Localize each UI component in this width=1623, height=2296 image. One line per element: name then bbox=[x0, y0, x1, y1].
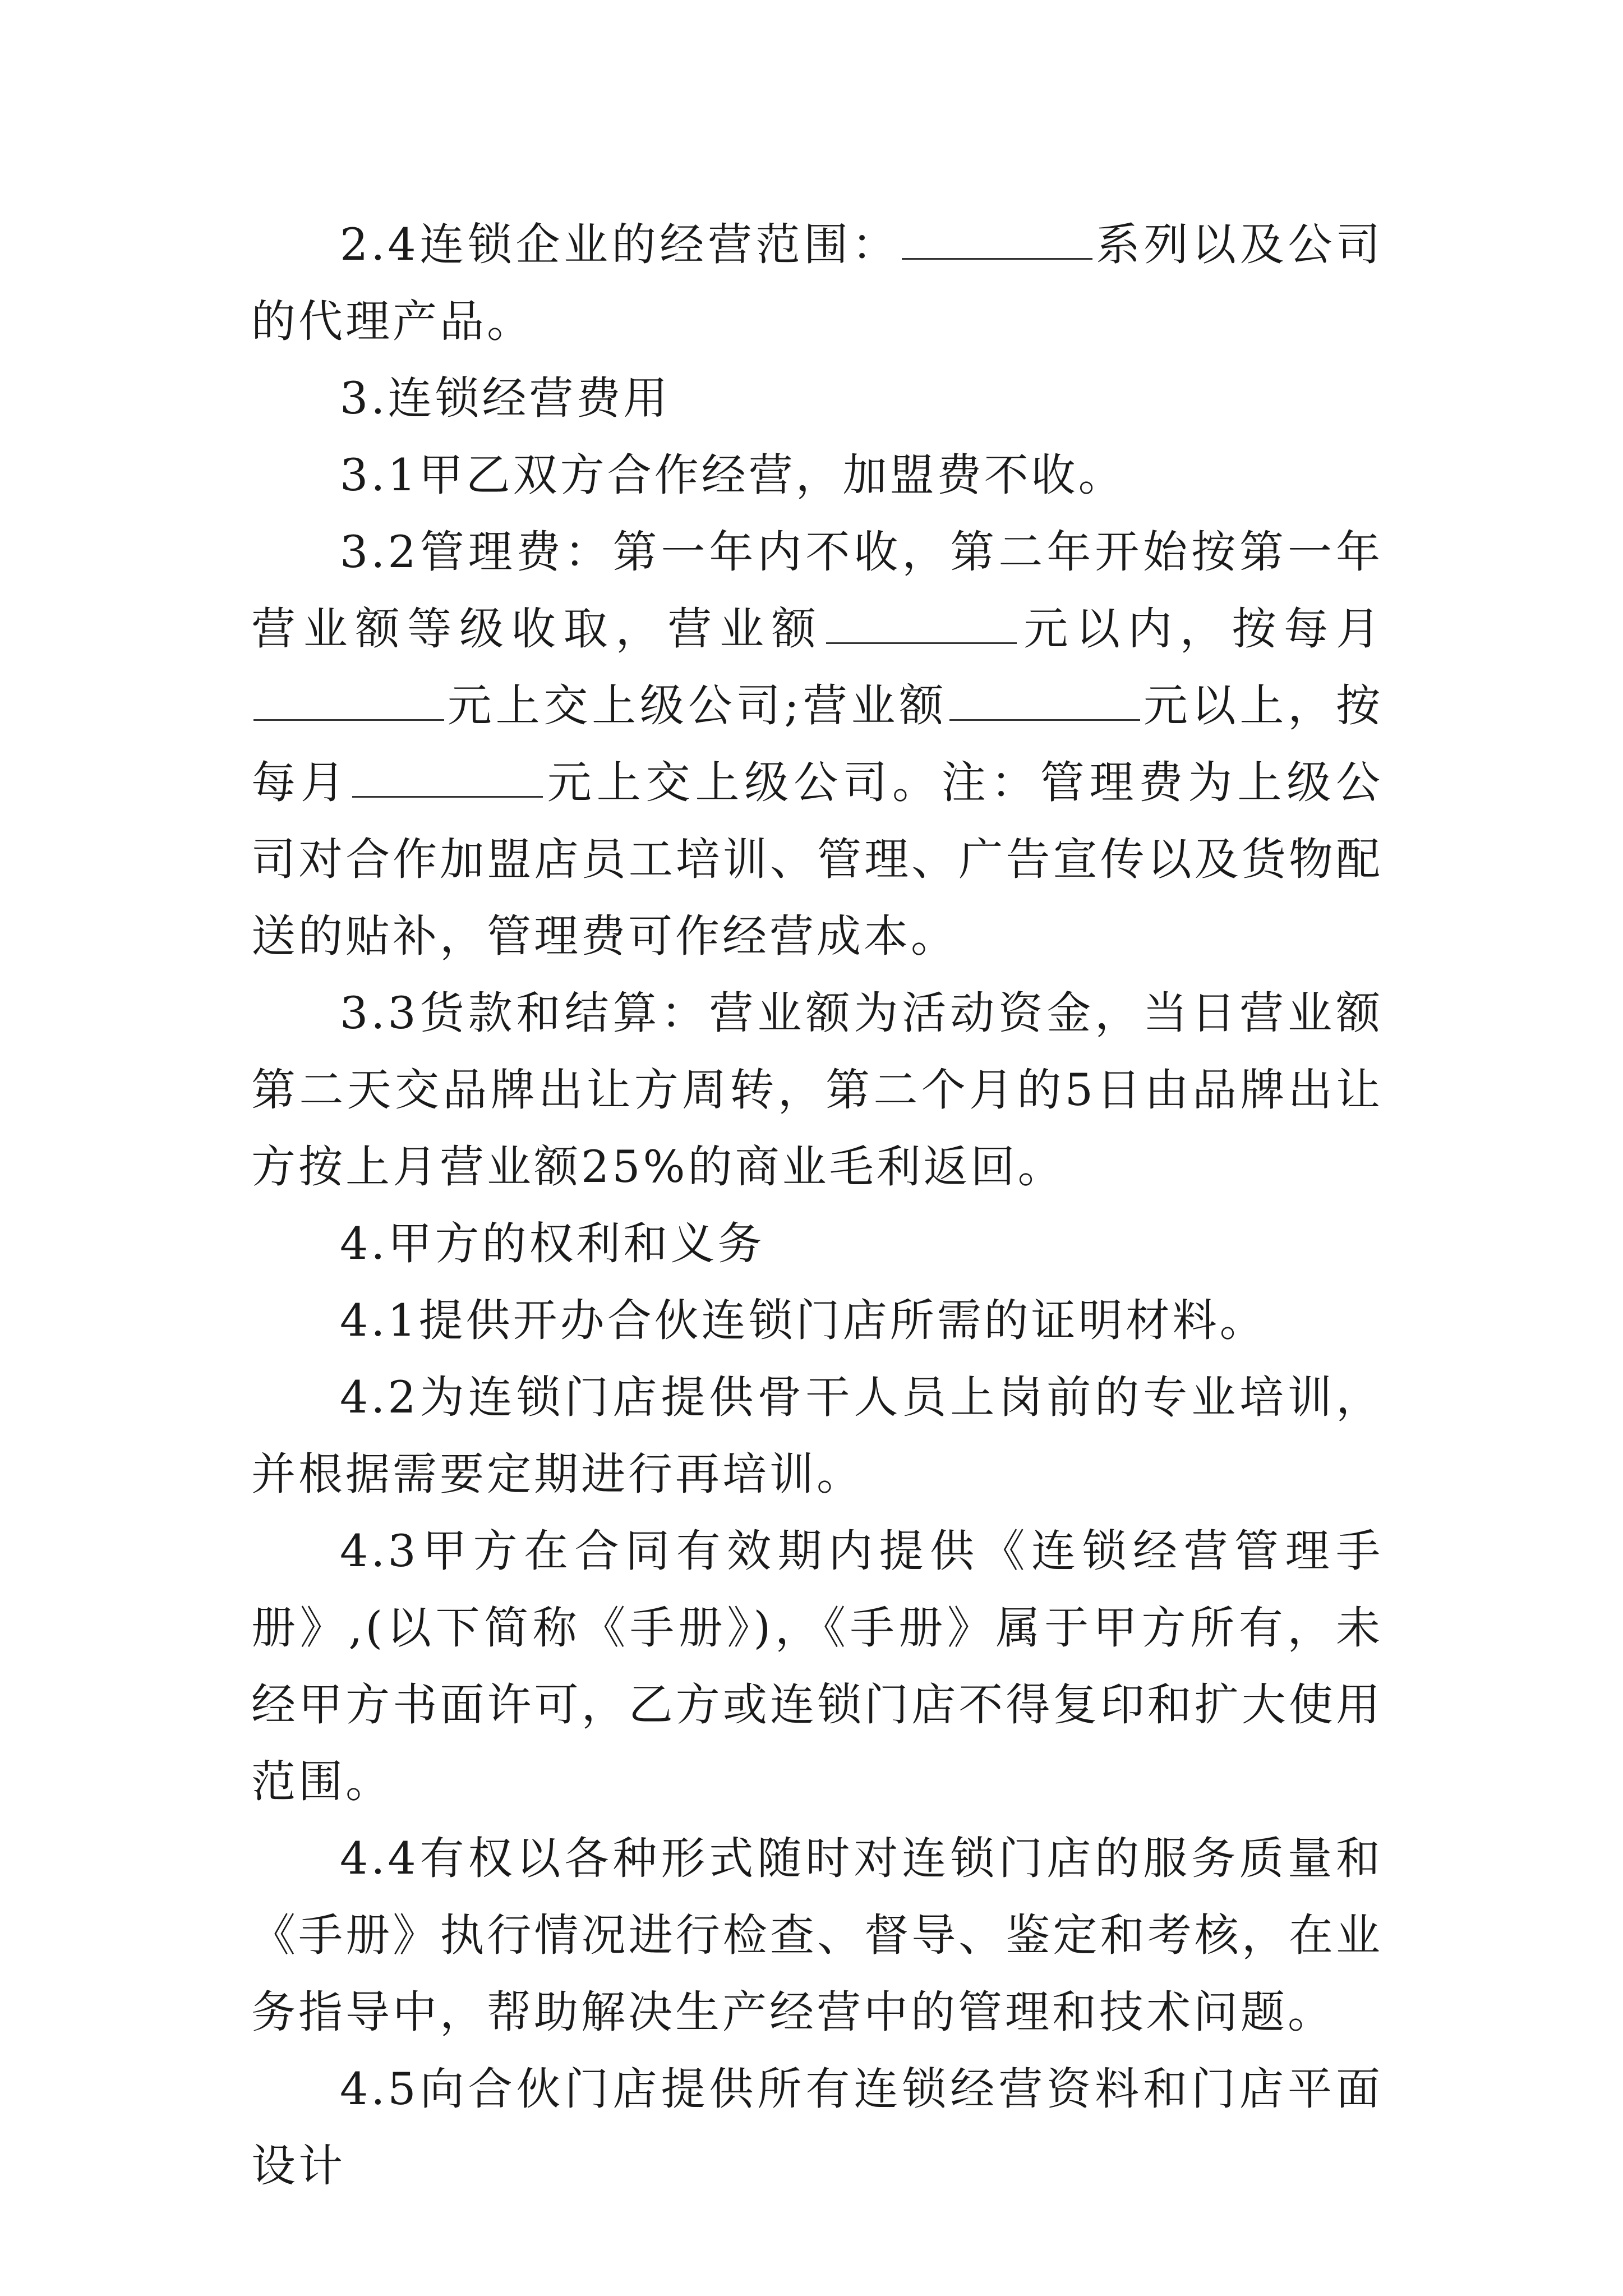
clause-text: 元以内，按每月 bbox=[1018, 603, 1384, 655]
document-body bbox=[251, 206, 1383, 2205]
clause-2-4 bbox=[251, 206, 1383, 360]
fill-in-blank[interactable] bbox=[826, 605, 1017, 644]
clause-4-4 bbox=[251, 1820, 1383, 2051]
clause-text: 4.5向合伙门店提供所有连锁经营资料和门店平面设计 bbox=[251, 2063, 1383, 2192]
heading-text: 3.连锁经营费用 bbox=[340, 372, 671, 424]
fill-in-blank[interactable] bbox=[949, 682, 1140, 721]
clause-3-3 bbox=[251, 975, 1383, 1205]
fill-in-blank[interactable] bbox=[253, 682, 444, 721]
clause-text: 4.1提供开办合伙连锁门店所需的证明材料。 bbox=[340, 1295, 1267, 1346]
clause-text: 2.4连锁企业的经营范围： bbox=[340, 219, 900, 270]
clause-text: 3.3货款和结算：营业额为活动资金，当日营业额第二天交品牌出让方周转，第二个月的5日由品牌出让方按上月营业额25%的商业毛利返回。 bbox=[251, 987, 1383, 1193]
clause-4-1 bbox=[251, 1282, 1383, 1359]
section-heading-3 bbox=[251, 360, 1383, 437]
clause-4-5 bbox=[251, 2051, 1383, 2205]
clause-text: 元上交上级公司;营业额 bbox=[446, 680, 948, 731]
clause-3-1 bbox=[251, 437, 1383, 514]
clause-text: 4.4有权以各种形式随时对连锁门店的服务质量和《手册》执行情况进行检查、督导、鉴定和考核，在业务指导中，帮助解决生产经营中的管理和技术问题。 bbox=[251, 1833, 1383, 2038]
fill-in-blank[interactable] bbox=[352, 758, 543, 798]
clause-text: 3.1甲乙双方合作经营，加盟费不收。 bbox=[340, 449, 1126, 501]
clause-text: 元上交上级公司。注：管理费为上级公司对合作加盟店员工培训、管理、广告宣传以及货物配送的贴补，管理费可作经营成本。 bbox=[251, 757, 1384, 962]
section-heading-4 bbox=[251, 1205, 1383, 1282]
clause-text: 4.3甲方在合同有效期内提供《连锁经营管理手册》,(以下简称《手册》)，《手册》属于甲方所有，未经甲方书面许可，乙方或连锁门店不得复印和扩大使用范围。 bbox=[251, 1525, 1383, 1807]
clause-4-3 bbox=[251, 1513, 1383, 1820]
heading-text: 4.甲方的权利和义务 bbox=[340, 1218, 765, 1269]
clause-text: 系列以及公司的代理产品。 bbox=[251, 219, 1383, 347]
clause-4-2 bbox=[251, 1359, 1383, 1513]
clause-3-2 bbox=[251, 514, 1383, 975]
clause-text: 元以上，按每月 bbox=[251, 680, 1383, 808]
clause-text: 3.2管理费：第一年内不收，第二年开始按第一年营业额等级收取，营业额 bbox=[251, 526, 1383, 655]
clause-text: 4.2为连锁门店提供骨干人员上岗前的专业培训，并根据需要定期进行再培训。 bbox=[251, 1372, 1383, 1500]
fill-in-blank[interactable] bbox=[902, 220, 1092, 260]
